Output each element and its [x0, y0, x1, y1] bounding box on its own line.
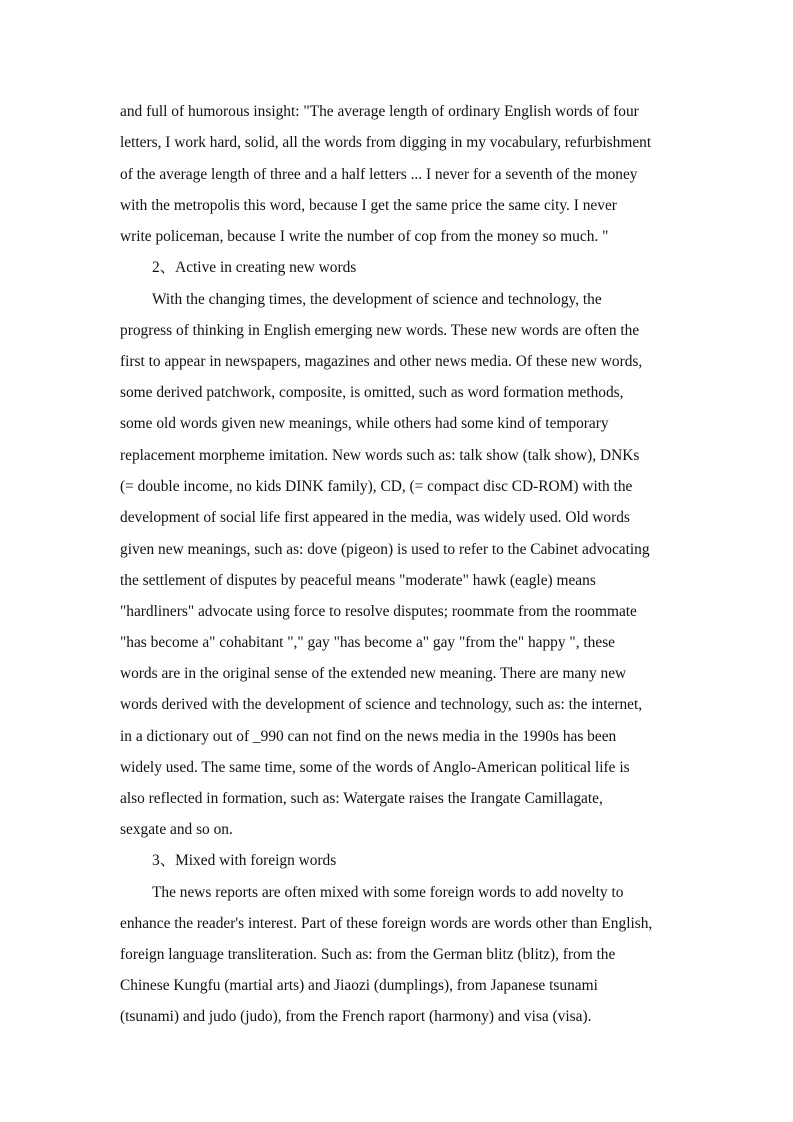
body-text-line: development of social life first appeared in the media, was widely used. Old words: [120, 509, 630, 526]
body-text-line: also reflected in formation, such as: Watergate raises the Irangate Camillagate,: [120, 790, 603, 807]
body-text-line: sexgate and so on.: [120, 821, 233, 838]
body-text-line: words derived with the development of science and technology, such as: the internet,: [120, 696, 643, 713]
body-text-line: enhance the reader's interest. Part of these foreign words are words other than English,: [120, 915, 653, 932]
body-text-line: given new meanings, such as: dove (pigeon) is used to refer to the Cabinet advocating: [120, 541, 650, 558]
body-text-line: of the average length of three and a half letters ... I never for a seventh of the money: [120, 166, 638, 183]
body-text-line: letters, I work hard, solid, all the words from digging in my vocabulary, refurbishment: [120, 134, 652, 151]
body-text-line: some old words given new meanings, while others had some kind of temporary: [120, 415, 609, 432]
body-text-line: with the metropolis this word, because I get the same price the same city. I never: [120, 197, 617, 214]
body-text-line: The news reports are often mixed with some foreign words to add novelty to: [152, 884, 624, 901]
body-text-line: some derived patchwork, composite, is omitted, such as word formation methods,: [120, 384, 624, 401]
body-text-line: "hardliners" advocate using force to resolve disputes; roommate from the roommate: [120, 603, 637, 620]
section-heading: 3、Mixed with foreign words: [152, 852, 337, 869]
body-text-line: and full of humorous insight: "The average length of ordinary English words of four: [120, 103, 639, 120]
body-text-line: (tsunami) and judo (judo), from the French raport (harmony) and visa (visa).: [120, 1008, 592, 1025]
body-text-line: the settlement of disputes by peaceful means "moderate" hawk (eagle) means: [120, 572, 596, 589]
body-text-line: progress of thinking in English emerging new words. These new words are often the: [120, 322, 640, 339]
body-text-line: (= double income, no kids DINK family), CD, (= compact disc CD-ROM) with the: [120, 478, 633, 495]
body-text-line: foreign language transliteration. Such as: from the German blitz (blitz), from the: [120, 946, 616, 963]
body-text-line: With the changing times, the development of science and technology, the: [152, 291, 602, 308]
section-heading: 2、Active in creating new words: [152, 259, 357, 276]
body-text-line: widely used. The same time, some of the words of Anglo-American political life is: [120, 759, 630, 776]
body-text-line: write policeman, because I write the number of cop from the money so much. ": [120, 228, 609, 245]
body-text-line: words are in the original sense of the extended new meaning. There are many new: [120, 665, 627, 682]
body-text-line: in a dictionary out of _990 can not find on the news media in the 1990s has been: [120, 728, 617, 745]
body-text-line: replacement morpheme imitation. New words such as: talk show (talk show), DNKs: [120, 447, 640, 464]
body-text-line: first to appear in newspapers, magazines and other news media. Of these new words,: [120, 353, 643, 370]
body-text-line: "has become a" cohabitant "," gay "has become a" gay "from the" happy ", these: [120, 634, 616, 651]
body-text-line: Chinese Kungfu (martial arts) and Jiaozi (dumplings), from Japanese tsunami: [120, 977, 598, 994]
